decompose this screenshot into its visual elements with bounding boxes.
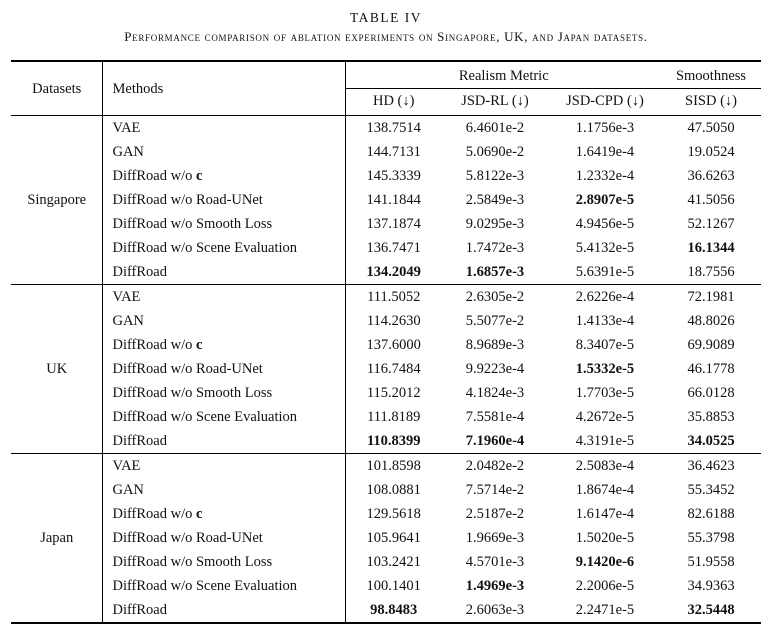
dataset-label: Japan [11, 454, 103, 624]
value-cell: 9.9223e-4 [465, 361, 525, 377]
table-row [11, 598, 761, 623]
value-cell: 101.8598 [366, 458, 421, 474]
value-cell: 4.5701e-3 [465, 554, 525, 570]
value-cell: 4.9456e-5 [575, 216, 635, 232]
value-cell: 1.7703e-5 [575, 385, 635, 401]
value-cell: 1.6419e-4 [575, 144, 635, 160]
value-cell: 5.4132e-5 [575, 240, 635, 256]
method-label-segment: DiffRoad w/o [112, 168, 196, 184]
method-label-segment: VAE [112, 289, 141, 305]
table-row [11, 550, 761, 574]
method-label-segment: DiffRoad w/o Scene Evaluation [112, 409, 298, 425]
value-cell: 2.2006e-5 [575, 578, 635, 594]
table-row [11, 429, 761, 454]
value-cell: 1.5020e-5 [575, 530, 635, 546]
value-cell: 1.5332e-5 [575, 361, 635, 377]
value-cell: 1.8674e-4 [575, 482, 635, 498]
value-cell: 114.2630 [366, 313, 421, 329]
value-cell: 141.1844 [366, 192, 421, 208]
value-cell: 2.6305e-2 [465, 289, 525, 305]
value-cell: 2.6063e-3 [465, 602, 525, 618]
method-cell [103, 333, 346, 357]
method-cell [103, 260, 346, 285]
value-cell: 105.9641 [366, 530, 421, 546]
value-cell: 36.4623 [687, 458, 735, 474]
method-label-segment: c [196, 506, 203, 522]
method-label-segment: c [196, 337, 203, 353]
value-cell: 5.0690e-2 [465, 144, 525, 160]
method-label-segment: DiffRoad w/o Scene Evaluation [112, 240, 298, 256]
value-cell: 46.1778 [687, 361, 735, 377]
value-cell: 9.0295e-3 [465, 216, 525, 232]
header-sisd: SISD (↓) [685, 93, 737, 109]
value-cell: 69.9089 [687, 337, 735, 353]
value-cell: 8.3407e-5 [575, 337, 635, 353]
method-label-segment: DiffRoad [112, 602, 167, 618]
value-cell: 2.5083e-4 [575, 458, 635, 474]
method-cell [103, 236, 346, 260]
method-label-segment: DiffRoad w/o Scene Evaluation [112, 578, 298, 594]
method-label-segment: GAN [112, 313, 144, 329]
value-cell: 111.5052 [367, 289, 421, 305]
method-cell [103, 502, 346, 526]
value-cell: 41.5056 [687, 192, 735, 208]
value-cell: 34.9363 [687, 578, 735, 594]
table-caption: Performance comparison of ablation experiments on Singapore, UK, and Japan datasets. [124, 29, 648, 44]
value-cell: 1.2332e-4 [575, 168, 635, 184]
value-cell: 137.1874 [366, 216, 421, 232]
value-cell: 4.3191e-5 [575, 433, 635, 449]
table-row [11, 212, 761, 236]
table-row [11, 140, 761, 164]
value-cell: 115.2012 [366, 385, 421, 401]
value-cell: 47.5050 [687, 120, 735, 136]
method-cell [103, 454, 346, 479]
value-cell: 134.2049 [366, 264, 421, 280]
table-row [11, 526, 761, 550]
method-label-segment: DiffRoad w/o Road-UNet [112, 361, 263, 377]
value-cell: 110.8399 [366, 433, 421, 449]
table-row [11, 357, 761, 381]
dataset-group-japan [11, 454, 761, 624]
value-cell: 34.0525 [687, 433, 735, 449]
value-cell: 116.7484 [366, 361, 421, 377]
header-jsd-cpd: JSD-CPD (↓) [566, 93, 644, 109]
value-cell: 1.7472e-3 [465, 240, 525, 256]
value-cell: 1.1756e-3 [575, 120, 635, 136]
value-cell: 66.0128 [687, 385, 735, 401]
value-cell: 1.6147e-4 [575, 506, 635, 522]
value-cell: 16.1344 [687, 240, 735, 256]
method-label-segment: DiffRoad w/o Road-UNet [112, 192, 263, 208]
table-row [11, 454, 761, 479]
value-cell: 2.0482e-2 [465, 458, 525, 474]
table-row [11, 260, 761, 285]
value-cell: 7.5581e-4 [465, 409, 525, 425]
value-cell: 137.6000 [366, 337, 421, 353]
header-hd: HD (↓) [372, 93, 415, 109]
header-jsd-rl: JSD-RL (↓) [461, 93, 529, 109]
dataset-group-singapore [11, 116, 761, 285]
method-cell [103, 309, 346, 333]
value-cell: 129.5618 [366, 506, 421, 522]
method-cell [103, 381, 346, 405]
method-cell [103, 285, 346, 310]
value-cell: 82.6188 [687, 506, 735, 522]
value-cell: 72.1981 [687, 289, 735, 305]
value-cell: 7.5714e-2 [465, 482, 525, 498]
value-cell: 1.9669e-3 [465, 530, 525, 546]
method-cell [103, 116, 346, 141]
value-cell: 55.3798 [687, 530, 735, 546]
ablation-results-table [11, 60, 761, 624]
method-cell [103, 478, 346, 502]
method-cell [103, 598, 346, 623]
value-cell: 2.6226e-4 [575, 289, 635, 305]
method-cell [103, 574, 346, 598]
value-cell: 100.1401 [366, 578, 421, 594]
table-row [11, 405, 761, 429]
value-cell: 19.0524 [687, 144, 735, 160]
table-title: TABLE IV [349, 10, 423, 25]
method-cell [103, 526, 346, 550]
value-cell: 111.8189 [367, 409, 421, 425]
value-cell: 6.4601e-2 [465, 120, 525, 136]
value-cell: 1.4133e-4 [575, 313, 635, 329]
table-row [11, 116, 761, 141]
value-cell: 4.1824e-3 [465, 385, 525, 401]
method-label-segment: DiffRoad w/o [112, 337, 196, 353]
method-cell [103, 140, 346, 164]
value-cell: 98.8483 [370, 602, 418, 618]
method-label-segment: DiffRoad w/o Smooth Loss [112, 385, 273, 401]
table-row [11, 309, 761, 333]
value-cell: 136.7471 [366, 240, 421, 256]
method-cell [103, 550, 346, 574]
table-row [11, 574, 761, 598]
value-cell: 51.9558 [687, 554, 735, 570]
method-label-segment: VAE [112, 458, 141, 474]
method-label-segment: GAN [112, 144, 144, 160]
value-cell: 103.2421 [366, 554, 421, 570]
method-label-segment: DiffRoad [112, 433, 167, 449]
table-row [11, 333, 761, 357]
dataset-label: UK [11, 285, 103, 454]
table-row [11, 478, 761, 502]
value-cell: 2.2471e-5 [575, 602, 635, 618]
value-cell: 144.7131 [366, 144, 421, 160]
header-methods: Methods [103, 61, 346, 116]
method-label-segment: VAE [112, 120, 141, 136]
dataset-label: Singapore [11, 116, 103, 285]
value-cell: 52.1267 [687, 216, 735, 232]
value-cell: 2.8907e-5 [575, 192, 635, 208]
header-datasets: Datasets [11, 61, 103, 116]
value-cell: 2.5187e-2 [465, 506, 525, 522]
value-cell: 35.8853 [687, 409, 735, 425]
table-header [11, 61, 761, 116]
table-row [11, 164, 761, 188]
table-row [11, 188, 761, 212]
table-row [11, 236, 761, 260]
dataset-group-uk [11, 285, 761, 454]
value-cell: 32.5448 [687, 602, 735, 618]
table-row [11, 502, 761, 526]
value-cell: 2.5849e-3 [465, 192, 525, 208]
method-label-segment: DiffRoad w/o [112, 506, 196, 522]
method-cell [103, 164, 346, 188]
value-cell: 5.8122e-3 [465, 168, 525, 184]
value-cell: 7.1960e-4 [465, 433, 525, 449]
value-cell: 1.4969e-3 [465, 578, 525, 594]
method-cell [103, 405, 346, 429]
method-cell [103, 429, 346, 454]
method-label-segment: DiffRoad w/o Smooth Loss [112, 216, 273, 232]
header-smoothness: Smoothness [661, 61, 761, 89]
method-label-segment: GAN [112, 482, 144, 498]
value-cell: 1.6857e-3 [465, 264, 525, 280]
value-cell: 138.7514 [366, 120, 421, 136]
header-row-groups [11, 61, 761, 89]
value-cell: 108.0881 [366, 482, 421, 498]
method-label-segment: DiffRoad [112, 264, 167, 280]
value-cell: 55.3452 [687, 482, 735, 498]
value-cell: 145.3339 [366, 168, 421, 184]
value-cell: 18.7556 [687, 264, 735, 280]
value-cell: 48.8026 [687, 313, 735, 329]
value-cell: 5.6391e-5 [575, 264, 635, 280]
method-label-segment: DiffRoad w/o Smooth Loss [112, 554, 273, 570]
header-realism-metric: Realism Metric [346, 61, 661, 89]
value-cell: 36.6263 [687, 168, 735, 184]
table-row [11, 381, 761, 405]
method-label-segment: c [196, 168, 203, 184]
value-cell: 8.9689e-3 [465, 337, 525, 353]
method-cell [103, 212, 346, 236]
value-cell: 4.2672e-5 [575, 409, 635, 425]
method-cell [103, 188, 346, 212]
method-cell [103, 357, 346, 381]
method-label-segment: DiffRoad w/o Road-UNet [112, 530, 263, 546]
value-cell: 5.5077e-2 [465, 313, 525, 329]
value-cell: 9.1420e-6 [575, 554, 635, 570]
table-row [11, 285, 761, 310]
